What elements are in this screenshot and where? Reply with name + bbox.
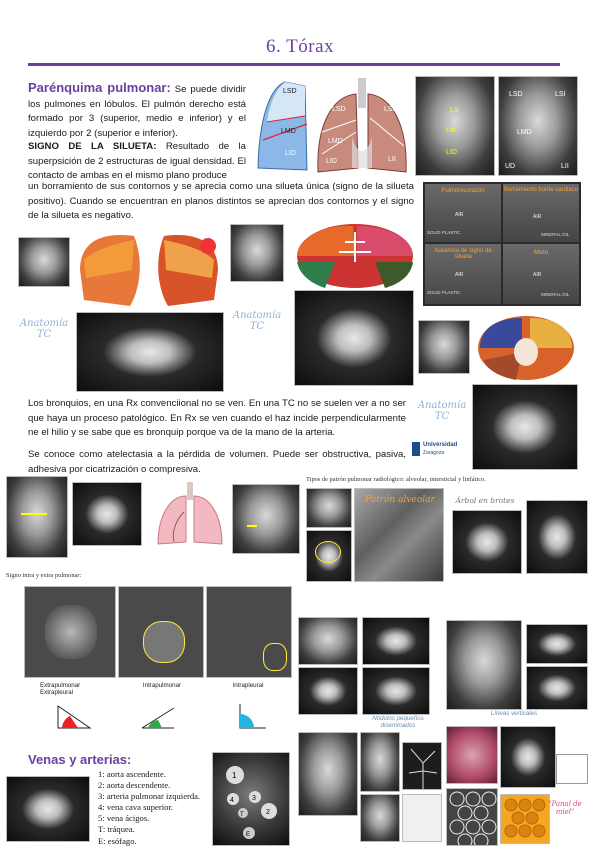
lii-illus-label: LII xyxy=(388,156,396,163)
venas-item-3: 3: arteria pulmonar izquierda. xyxy=(98,791,201,802)
lobe-color-diagram xyxy=(295,222,415,288)
lmd-pa-label: LMD xyxy=(517,129,532,136)
lobe-color-svg-2 xyxy=(476,312,576,382)
lid-illus-label: LID xyxy=(326,158,337,165)
lsi-illus-label: LSI xyxy=(384,106,395,113)
nodulos-ct-2 xyxy=(298,667,358,715)
bronquios-text-2: Se conoce como atelectasia a la pérdida de volumen. Puede ser obstructiva, pasiva, adhesiva por cicatrización o compresiva. xyxy=(28,449,406,475)
parenquima-block xyxy=(28,81,246,141)
venas-item-6: T: tráquea. xyxy=(98,824,135,835)
pa-xray xyxy=(498,76,578,176)
silhouette-panels xyxy=(423,182,581,306)
patron-alveolar-xray xyxy=(354,488,444,582)
svg-text:4: 4 xyxy=(230,797,234,804)
panel-1-solid: SOLID PLASTIC xyxy=(427,230,461,235)
ls-lat-label: LS xyxy=(450,107,459,114)
lobe-color-diagram-2 xyxy=(476,312,576,382)
svg-text:3: 3 xyxy=(252,795,256,802)
anatomia-tc-label-1: Anatomía TC xyxy=(19,318,69,340)
intra-ct-2-mass xyxy=(143,621,185,663)
svg-text:E: E xyxy=(246,832,251,838)
venas-list xyxy=(98,769,218,847)
nodulos-ct-3 xyxy=(362,667,430,715)
panel-4-title: Mixto xyxy=(533,250,549,256)
lung-pink-svg xyxy=(150,482,230,548)
lobe-diagram xyxy=(255,78,310,174)
panel-1-title: Pulmón/corazón xyxy=(441,188,485,194)
venas-ct-2-labels xyxy=(213,753,290,846)
venas-item-1: 1: aorta ascendente. xyxy=(98,769,166,779)
page-title: 6. Tórax xyxy=(265,36,335,57)
bottom-ct-1 xyxy=(500,726,556,788)
angle-icon-1 xyxy=(56,702,92,732)
intra-ct-3 xyxy=(206,586,292,678)
ui-pa-label: LII xyxy=(561,163,569,170)
lsd-pa-label: LSD xyxy=(509,91,523,98)
bottom-diagram xyxy=(402,794,442,842)
atelectasia-ct xyxy=(72,482,142,546)
venas-item-2: 2: aorta descendente. xyxy=(98,780,171,791)
silueta-heading: SIGNO DE LA SILUETA: xyxy=(28,141,157,152)
parenquima-text: Se puede dividir los pulmones en lóbulos. El pulmón derecho está formado por 3 (superior, medio e inferior) y el izquierdo por 2 (superior e inferior). xyxy=(28,84,246,139)
lobe-orange-svg xyxy=(74,230,224,310)
ct-scan-2 xyxy=(294,290,414,386)
ct-scan-3 xyxy=(472,384,578,470)
svg-text:2: 2 xyxy=(266,809,270,816)
panel-2-air: AIR xyxy=(533,214,542,220)
atelectasia-pa-mark xyxy=(247,525,257,527)
nodulos-xray-1 xyxy=(298,617,358,665)
panel-3-title: Ausencia de signo de silueta xyxy=(434,248,492,260)
panel-4-air: AIR xyxy=(533,272,542,278)
lsi-pa-label: LSI xyxy=(555,91,566,98)
lm-lat-label: LM xyxy=(446,127,456,134)
patron-xray-1 xyxy=(306,488,352,528)
arbol-ct-2 xyxy=(526,500,588,574)
atelectasia-lateral xyxy=(6,476,68,558)
extra-label: Extrapulmonar Extrapleural xyxy=(40,682,81,696)
lineas-ct-2 xyxy=(526,666,588,710)
venas-item-4: 4: vena cava superior. xyxy=(98,802,173,813)
logo-name: Universidad xyxy=(423,442,458,448)
histology-image xyxy=(446,726,498,784)
silueta-text-b: un borramiento de sus contornos y se aprecia como una silueta única (signo de la silueta positivo). Cuando se encuentran en planos distintos se aprecian dos contornos y el signo de la silueta es negativo. xyxy=(28,181,414,221)
logo-mark xyxy=(412,442,420,456)
intra-ct-1 xyxy=(24,586,116,678)
panel-2-title: Borramiento borde cardiaco xyxy=(503,187,579,193)
lobe-orange-diagram xyxy=(74,230,224,310)
arbol-brotes-label: Árbol en brotes xyxy=(455,496,515,505)
ct-scan-1 xyxy=(76,312,224,392)
svg-text:T: T xyxy=(240,812,244,818)
lobe-color-svg xyxy=(295,222,415,288)
small-xray-2 xyxy=(230,224,284,282)
lineas-xray xyxy=(446,620,522,710)
venas-heading: Venas y arterias: xyxy=(28,752,132,767)
venas-ct-2 xyxy=(212,752,290,846)
lsd-label: LSD xyxy=(283,88,297,95)
signo-intra-label: Signo intra y extra pulmonar: xyxy=(6,572,82,579)
anatomia-tc-label-3: Anatomía TC xyxy=(417,400,467,422)
intra-label: Intrapulmonar xyxy=(142,682,182,689)
logo-city: Zaragoza xyxy=(423,450,445,456)
lmd-label: LMD xyxy=(281,128,296,135)
pleural-label: Intrapleural xyxy=(232,682,264,689)
silhouette-panel-1 xyxy=(425,184,501,242)
intra-ct-1-mass xyxy=(45,605,97,659)
bottom-xray-2 xyxy=(360,732,400,792)
panel-4-mineral: MINERAL OIL xyxy=(541,292,570,297)
bronquios-text-1: Los bronquios, en una Rx convenciional no se ven. En una TC no se suelen ver a no ser que haya un proceso patológico. En Rx se ven cuando el haz incide perpendicularmente ne el hilio y se sabe que es bronquip porque va de la mano de la arteria. xyxy=(28,398,406,438)
lung-illustration xyxy=(312,76,412,176)
silueta-block-a xyxy=(28,140,246,184)
lineas-ct-1 xyxy=(526,624,588,664)
silhouette-panel-4 xyxy=(503,244,579,304)
angle-icon-2 xyxy=(140,702,176,732)
nodulos-ct-1 xyxy=(362,617,430,665)
bottom-xray-3 xyxy=(360,794,400,842)
panel-1-air: AIR xyxy=(455,212,464,218)
lmd-illus-label: LMD xyxy=(328,138,343,145)
small-xray-1 xyxy=(18,237,70,287)
bottom-schematic xyxy=(556,754,588,784)
silhouette-panel-2 xyxy=(503,184,579,242)
silueta-text-a: Resultado de la superpsición de 2 estructuras de igual densidad. El contacto de ambas en el mismo plano produce xyxy=(28,141,247,181)
silhouette-panel-3 xyxy=(425,244,501,304)
venas-item-7: E: esófago. xyxy=(98,835,137,846)
intra-ct-2 xyxy=(118,586,204,678)
panel-3-air: AIR xyxy=(455,272,464,278)
venas-ct-1 xyxy=(6,776,90,842)
lateral-xray xyxy=(415,76,495,176)
svg-text:1: 1 xyxy=(232,771,237,780)
honeycomb-tile xyxy=(446,788,498,846)
arbol-ct-1 xyxy=(452,510,522,574)
venas-item-5: 5: vena ácigos. xyxy=(98,813,150,824)
atelectasia-mark xyxy=(21,513,47,515)
university-logo xyxy=(412,440,472,462)
parenquima-heading: Parénquima pulmonar: xyxy=(28,80,171,95)
lung-pink-illustration xyxy=(150,482,230,548)
nodulos-caption: Nódulos pequeños diseminados xyxy=(372,715,424,729)
lineas-caption: Líneas verticales xyxy=(490,710,538,717)
bottom-ct-vessels xyxy=(402,742,442,790)
patron-ct-1 xyxy=(306,530,352,582)
anatomia-tc-label-2: Anatomía TC xyxy=(232,310,282,332)
small-xray-3 xyxy=(418,320,470,374)
angle-icon-3 xyxy=(232,702,268,732)
ud-pa-label: UD xyxy=(505,163,516,170)
panal-label: "Panal de miel" xyxy=(548,800,582,816)
title-rule xyxy=(28,63,560,66)
bottom-xray-1 xyxy=(298,732,358,816)
patron-caption: Tipos de patrón pulmonar radiológico: alveolar, intersticial y linfático. xyxy=(306,476,486,483)
silueta-block-b xyxy=(28,180,414,224)
intra-ct-3-mass xyxy=(263,643,287,671)
panel-3-solid: SOLID PLASTIC xyxy=(427,290,461,295)
panel-2-mineral: MINERAL OIL xyxy=(541,232,570,237)
atelectasia-pa xyxy=(232,484,300,554)
patron-circle xyxy=(315,541,341,563)
patron-alveolar-label: Patrón alveolar xyxy=(365,495,435,505)
li-lat-label: LID xyxy=(446,149,457,156)
lsd-illus-label: LSD xyxy=(332,106,346,113)
lid-label: LID xyxy=(285,150,296,157)
